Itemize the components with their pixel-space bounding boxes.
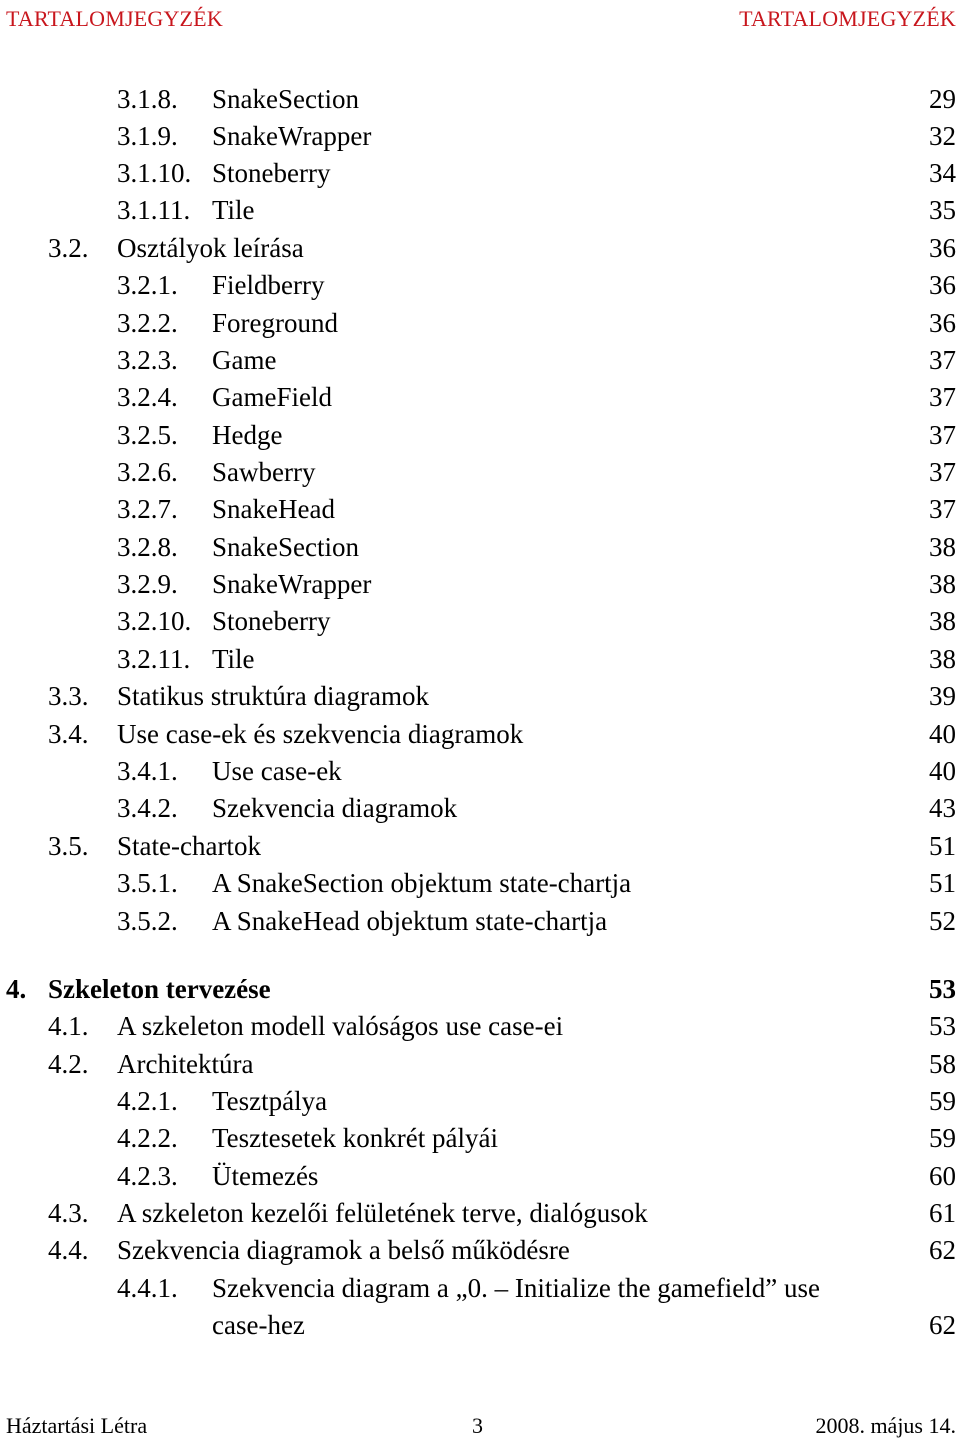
toc-entry-number: 3.2.5. bbox=[117, 420, 178, 450]
toc-entry-number: 3.3. bbox=[48, 681, 89, 711]
toc-entry[interactable] bbox=[0, 379, 960, 416]
toc-entry-page: 37 bbox=[929, 345, 956, 375]
running-header-left: TARTALOMJEGYZÉK bbox=[6, 6, 223, 31]
toc-entry-title: Stoneberry . . . bbox=[212, 155, 888, 192]
footer-page-number: 3 bbox=[472, 1413, 483, 1438]
toc-entry-title: State-chartok . . . bbox=[117, 828, 888, 865]
toc-entry[interactable] bbox=[0, 1270, 960, 1307]
toc-entry-number: 3.4.2. bbox=[117, 793, 178, 823]
toc-entry-page: 60 bbox=[929, 1161, 956, 1191]
toc-entry-page: 51 bbox=[929, 868, 956, 898]
toc-entry-page: 52 bbox=[929, 906, 956, 936]
footer-date: 2008. május 14. bbox=[815, 1413, 956, 1438]
toc-entry-title: Szekvencia diagramok . . . bbox=[212, 790, 888, 827]
toc-entry-page: 32 bbox=[929, 121, 956, 151]
toc-entry-page: 37 bbox=[929, 457, 956, 487]
toc-entry[interactable] bbox=[0, 454, 960, 491]
toc-entry-title: SnakeSection . . . bbox=[212, 529, 888, 566]
toc-entry-number: 4.3. bbox=[48, 1198, 89, 1228]
toc-entry-page: 38 bbox=[929, 532, 956, 562]
toc-entry-page: 58 bbox=[929, 1049, 956, 1079]
toc-entry[interactable] bbox=[0, 716, 960, 753]
toc-entry-title: Tesztpálya . . . bbox=[212, 1083, 888, 1120]
toc-entry-title: Architektúra . . . bbox=[117, 1046, 888, 1083]
toc-entry-continuation[interactable] bbox=[0, 1307, 960, 1344]
toc-entry-page: 61 bbox=[929, 1198, 956, 1228]
toc-entry-number: 3.2.9. bbox=[117, 569, 178, 599]
toc-entry-number: 3.2.1. bbox=[117, 270, 178, 300]
toc-entry-title: SnakeHead . . . bbox=[212, 491, 888, 528]
toc-entry[interactable] bbox=[0, 1158, 960, 1195]
toc-entry-title: Tile . . . bbox=[212, 641, 888, 678]
toc-entry-number: 3.2.3. bbox=[117, 345, 178, 375]
toc-entry[interactable] bbox=[0, 678, 960, 715]
toc-entry-number: 3.1.8. bbox=[117, 84, 178, 114]
toc-entry-title: A szkeleton kezelői felületének terve, dialógusok . . . bbox=[117, 1195, 888, 1232]
toc-entry-page: 34 bbox=[929, 158, 956, 188]
toc-entry[interactable] bbox=[0, 118, 960, 155]
toc-entry-page: 36 bbox=[929, 308, 956, 338]
toc-entry-title: A SnakeHead objektum state-chartja . . . bbox=[212, 903, 888, 940]
toc-entry[interactable] bbox=[0, 1008, 960, 1045]
toc-entry-number: 4.2.1. bbox=[117, 1086, 178, 1116]
toc-entry[interactable] bbox=[0, 417, 960, 454]
toc-entry-title: Szekvencia diagram a „0. – Initialize the gamefield” use bbox=[212, 1270, 888, 1307]
toc-entry[interactable] bbox=[0, 81, 960, 118]
toc-entry-number: 4.1. bbox=[48, 1011, 89, 1041]
toc-entry-number: 4.2.2. bbox=[117, 1123, 178, 1153]
toc-entry-page: 59 bbox=[929, 1123, 956, 1153]
toc-entry-title: Foreground . . . bbox=[212, 305, 888, 342]
toc-entry-number: 4.4.1. bbox=[117, 1273, 178, 1303]
toc-entry-title: Sawberry . . . bbox=[212, 454, 888, 491]
toc-entry-title: A SnakeSection objektum state-chartja . . . bbox=[212, 865, 888, 902]
toc-entry-number: 4. bbox=[6, 974, 27, 1004]
toc-entry-page: 37 bbox=[929, 420, 956, 450]
toc-entry-page: 35 bbox=[929, 195, 956, 225]
toc-entry-title: Hedge . . . bbox=[212, 417, 888, 454]
toc-entry-title: Statikus struktúra diagramok . . . bbox=[117, 678, 888, 715]
toc-entry-title: SnakeWrapper . . . bbox=[212, 566, 888, 603]
toc-entry-number: 3.5. bbox=[48, 831, 89, 861]
toc-entry-number: 3.2.4. bbox=[117, 382, 178, 412]
toc-entry-number: 3.2.10. bbox=[117, 606, 192, 636]
toc-entry-number: 3.2.8. bbox=[117, 532, 178, 562]
toc-entry-number: 3.2.6. bbox=[117, 457, 178, 487]
toc-entry[interactable] bbox=[0, 230, 960, 267]
toc-entry[interactable] bbox=[0, 1232, 960, 1269]
toc-entry[interactable] bbox=[0, 641, 960, 678]
toc-entry-page: 62 bbox=[929, 1235, 956, 1265]
toc-entry-number: 3.2.11. bbox=[117, 644, 191, 674]
toc-entry-page: 51 bbox=[929, 831, 956, 861]
toc-entry[interactable] bbox=[0, 1083, 960, 1120]
toc-entry[interactable] bbox=[0, 1195, 960, 1232]
toc-entry-number: 4.4. bbox=[48, 1235, 89, 1265]
toc-entry-page: 38 bbox=[929, 606, 956, 636]
toc-entry-title: Tile . . . bbox=[212, 192, 888, 229]
toc-entry-page: 36 bbox=[929, 233, 956, 263]
toc-entry-number: 3.1.9. bbox=[117, 121, 178, 151]
toc-entry[interactable] bbox=[0, 267, 960, 304]
toc-entry-title: A szkeleton modell valóságos use case-ei . . . bbox=[117, 1008, 888, 1045]
toc-entry[interactable] bbox=[0, 342, 960, 379]
toc-entry-title: Szkeleton tervezése bbox=[48, 971, 888, 1008]
toc-entry-title: GameField . . . bbox=[212, 379, 888, 416]
toc-entry-title: Tesztesetek konkrét pályái . . . bbox=[212, 1120, 888, 1157]
toc-entry-page: 38 bbox=[929, 569, 956, 599]
toc-entry[interactable] bbox=[0, 753, 960, 790]
toc-entry-number: 3.5.2. bbox=[117, 906, 178, 936]
toc-entry-number: 3.1.11. bbox=[117, 195, 191, 225]
toc-entry[interactable] bbox=[0, 865, 960, 902]
toc-entry-title: Fieldberry . . . bbox=[212, 267, 888, 304]
toc-entry-number: 3.4. bbox=[48, 719, 89, 749]
toc-entry-number: 3.2. bbox=[48, 233, 89, 263]
toc-entry-page: 40 bbox=[929, 719, 956, 749]
toc-entry[interactable] bbox=[0, 491, 960, 528]
toc-entry-title: Game . . . bbox=[212, 342, 888, 379]
toc-entry-title: Szekvencia diagramok a belső működésre . . . bbox=[117, 1232, 888, 1269]
toc-entry-title: Osztályok leírása . . . bbox=[117, 230, 888, 267]
toc-entry-title: SnakeWrapper . . . bbox=[212, 118, 888, 155]
footer-document-title: Háztartási Létra bbox=[6, 1413, 148, 1438]
toc-entry-number: 4.2.3. bbox=[117, 1161, 178, 1191]
toc-entry-page: 43 bbox=[929, 793, 956, 823]
toc-entry-number: 3.5.1. bbox=[117, 868, 178, 898]
toc-entry-title: case-hez . . . bbox=[212, 1307, 888, 1344]
toc-entry[interactable] bbox=[0, 566, 960, 603]
toc-entry-page: 53 bbox=[929, 1011, 956, 1041]
toc-entry-page: 29 bbox=[929, 84, 956, 114]
toc-entry-number: 3.4.1. bbox=[117, 756, 178, 786]
toc-entry-number: 3.2.2. bbox=[117, 308, 178, 338]
toc-entry-title: Use case-ek és szekvencia diagramok . . . bbox=[117, 716, 888, 753]
toc-entry-page: 37 bbox=[929, 494, 956, 524]
toc-entry[interactable] bbox=[0, 529, 960, 566]
toc-entry-number: 3.1.10. bbox=[117, 158, 192, 188]
toc-entry-title: Stoneberry . . . bbox=[212, 603, 888, 640]
toc-entry[interactable] bbox=[0, 155, 960, 192]
toc-entry-number: 3.2.7. bbox=[117, 494, 178, 524]
toc-entry[interactable] bbox=[0, 828, 960, 865]
toc-entry-title: Ütemezés . . . bbox=[212, 1158, 888, 1195]
toc-entry[interactable] bbox=[0, 305, 960, 342]
toc-entry[interactable] bbox=[0, 1046, 960, 1083]
toc-entry-page: 59 bbox=[929, 1086, 956, 1116]
toc-entry-page: 36 bbox=[929, 270, 956, 300]
toc-chapter-entry[interactable] bbox=[0, 971, 960, 1008]
toc-entry-page: 40 bbox=[929, 756, 956, 786]
toc-entry[interactable] bbox=[0, 192, 960, 229]
toc-entry-page: 53 bbox=[929, 974, 956, 1004]
toc-entry-number: 4.2. bbox=[48, 1049, 89, 1079]
toc-entry-page: 38 bbox=[929, 644, 956, 674]
toc-entry[interactable] bbox=[0, 903, 960, 940]
running-header-right: TARTALOMJEGYZÉK bbox=[739, 6, 956, 31]
toc-entry[interactable] bbox=[0, 790, 960, 827]
toc-entry-page: 37 bbox=[929, 382, 956, 412]
toc-entry-page: 39 bbox=[929, 681, 956, 711]
toc-entry-page: 62 bbox=[929, 1310, 956, 1340]
toc-entry-title: SnakeSection . . . bbox=[212, 81, 888, 118]
toc-entry-title: Use case-ek . . . bbox=[212, 753, 888, 790]
toc-entry[interactable] bbox=[0, 1120, 960, 1157]
toc-entry[interactable] bbox=[0, 603, 960, 640]
